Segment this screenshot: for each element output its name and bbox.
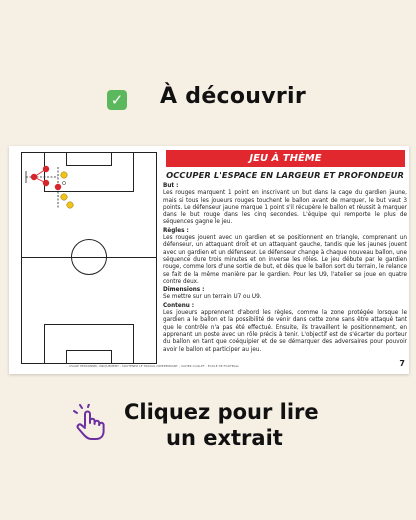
section-heading-regles: Règles : (163, 227, 189, 234)
cta-text-line1[interactable]: Cliquez pour lire (124, 400, 319, 424)
check-mark-icon: ✓ (107, 90, 127, 110)
section-heading-contenu: Contenu : (163, 302, 195, 309)
header-banner (0, 78, 416, 122)
section-heading-dimensions: Dimensions : (163, 287, 205, 294)
page-number: 7 (399, 359, 405, 368)
exercise-content (163, 182, 407, 355)
players-drawing (22, 153, 156, 233)
exercise-title: OCCUPER L'ESPACE EN LARGEUR ET PROFONDEUR (166, 170, 404, 180)
pointing-hand-click-icon (72, 404, 106, 440)
exercise-description (161, 146, 407, 374)
section-text-dimensions: Se mettre sur un terrain U7 ou U9. (163, 294, 262, 301)
page-footer: USAGE PERSONNEL UNIQUEMENT - SOUTENEZ LE TRAVAIL INDÉPENDANT - XAVIER CUILLET - ÉCOLE DE FOOTBALL (69, 364, 240, 368)
cta-text-line2[interactable]: un extrait (166, 426, 283, 450)
header-title: À découvrir (160, 84, 307, 109)
section-text-regles: Les rouges jouent avec un gardien et se positionnent en triangle, comprenant un défenseur, un attaquant droit et un attaquant gauche, tandis que les jaunes jouent avec un gardien et un défenseur. Le défenseur change à chaque nouveau ballon, une séquence dure trois minutes et on inverse les rôles. Le jeu débute par le gardien rouge, comme lors d'une sortie de but, et dès que le ballon sort du terrain, le relance se fait de la même manière par le gardien. Pour les U9, l'atelier se joue en quatre contre deux. (163, 235, 407, 285)
book-page-preview[interactable] (9, 146, 409, 374)
section-heading-but: But : (163, 183, 179, 189)
football-pitch-diagram (21, 152, 157, 364)
theme-label: JEU À THÈME (166, 150, 405, 167)
section-text-but: Les rouges marquent 1 point en inscrivant un but dans la cage du gardien jaune, mais si tous les joueurs rouges touchent le ballon avant de marquer, le but vaut 3 points. Le défenseur jaune marque 1 point s'il récupère le ballon et réussit à marquer dans le but rouge dans les cinq secondes. L'équipe qui remporte le plus de séquences gagne le jeu. (163, 190, 407, 226)
section-text-contenu: Les joueurs apprennent d'abord les règles, comme la zone protégée lorsque le gardien a le ballon et la possibilité de venir dans cette zone sans être attaqué tant que le contrôle n'a pas été effectué. Ensuite, ils travaillent le positionnement, en apprenant un poste avec un rôle précis à tenir. L'objectif est de s'écarter du porteur du ballon en tant que coéquipier et de se démarquer des adversaires pour pouvoir avoir le ballon et participer au jeu. (163, 310, 407, 353)
read-excerpt-cta[interactable] (0, 392, 416, 462)
